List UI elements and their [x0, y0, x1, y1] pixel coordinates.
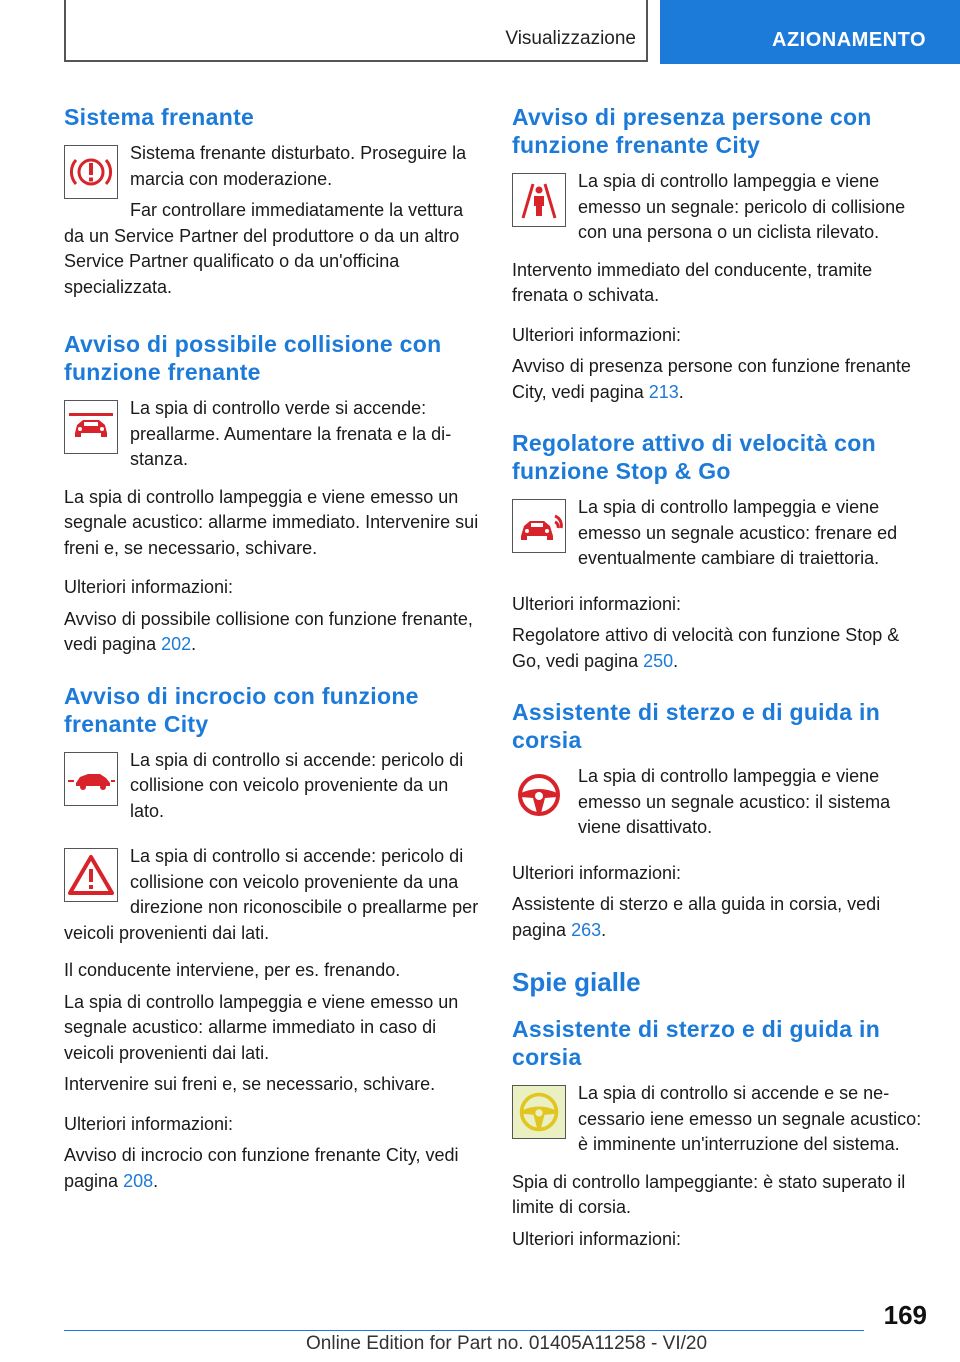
left-column: [64, 103, 484, 1200]
paragraph: Sistema frenante disturbato. Proseguire la marcia con moderazione.: [130, 143, 467, 189]
cruise-control-icon: [512, 499, 566, 553]
header-chapter-tab[interactable]: AZIONAMENTO: [660, 0, 960, 64]
reference-paragraph: Regolatore attivo di velocità con funzione Stop & Go, vedi pagina 250.: [512, 625, 900, 671]
paragraph: La spia di controllo lampeggia e viene emesso un segnale acustico: frenare ed eventualmente cambiare di traiettoria.: [578, 497, 898, 568]
paragraph: La spia di controllo lampeggia e viene emesso un segnale acustico: allarme immediato in caso di veicoli provenienti dai lati.: [64, 991, 459, 1063]
more-info-label: Ulteriori informazioni:: [512, 324, 682, 345]
paragraph: Il conducente interviene, per es. frenando.: [64, 960, 401, 980]
right-column: [512, 103, 932, 1258]
more-info-label: Ulteriori informazioni:: [64, 1113, 234, 1134]
page-link-250[interactable]: 250: [643, 650, 674, 671]
chapter-title-yellow-lights: Spie gialle: [512, 967, 641, 997]
pedestrian-warning-icon: [512, 173, 566, 227]
paragraph: Intervento immediato del conducente, tramite frenata o schivata.: [512, 259, 873, 305]
car-collision-icon: [64, 400, 118, 454]
header-section-title: Visualizzazione: [505, 28, 636, 49]
section-title-steering-assistant-red: Assistente di sterzo e di guida in corsia: [512, 699, 881, 753]
page-link-263[interactable]: 263: [571, 919, 602, 940]
paragraph: Far controllare immediatamente la vettura da un Service Partner del produttore o da un altro Service Partner qualificato o da un'officina specializzata.: [64, 200, 464, 297]
footer-divider: [64, 1330, 864, 1331]
entry-steering-assistant-yellow: [512, 1081, 932, 1164]
more-info-label: Ulteriori informazioni:: [512, 862, 682, 883]
page-link-202[interactable]: 202: [161, 634, 192, 654]
steering-wheel-yellow-icon: [512, 1085, 566, 1139]
section-title-brake-system: Sistema frenante: [64, 104, 255, 130]
warning-triangle-icon: [64, 848, 118, 902]
entry-pedestrian-warning: [512, 169, 932, 252]
entry-cross-traffic-1: [64, 748, 484, 831]
paragraph: La spia di controllo lampeggia e viene emesso un segnale: pericolo di collisione con una persona o un ciclista rilevato.: [578, 171, 906, 242]
paragraph: Spia di controllo lampeggiante: è stato superato il limite di corsia.: [512, 1171, 906, 1217]
reference-paragraph: Avviso di presenza persone con funzione frenante City, vedi pagina 213.: [512, 356, 911, 402]
page-number: 169: [883, 1300, 927, 1330]
paragraph: La spia di controllo lampeggia e viene emesso un segnale acustico: il sistema viene disattivato.: [578, 766, 891, 837]
section-title-cross-traffic: Avviso di incrocio con funzione frenante City: [64, 682, 419, 737]
entry-brake-system: [64, 141, 484, 306]
more-info-label: Ulteriori informazioni:: [512, 593, 682, 614]
steering-wheel-red-icon: [512, 768, 566, 822]
reference-paragraph: Avviso di possibile collisione con funzione frenante, vedi pagina 202.: [64, 608, 473, 654]
page-link-208[interactable]: 208: [123, 1170, 154, 1191]
section-title-pedestrian-warning: Avviso di presenza persone con funzione frenante City: [512, 104, 872, 158]
paragraph: La spia di controllo verde si accende: preallarme. Aumentare la frenata e la distanza.: [130, 398, 452, 469]
reference-paragraph: Assistente di sterzo e alla guida in corsia, vedi pagina 263.: [512, 894, 881, 940]
more-info-label: Ulteriori informazioni:: [512, 1228, 682, 1249]
paragraph: La spia di controllo lampeggia e viene emesso un segnale acustico: allarme immediato. Intervenire sui freni e, se necessario, schivare.: [64, 486, 479, 558]
section-title-collision-warning: Avviso di possibile collisione con funzione frenante: [64, 331, 442, 385]
entry-active-cruise: [512, 495, 932, 578]
section-title-steering-assistant-yellow: Assistente di sterzo e di guida in corsia: [512, 1016, 881, 1070]
more-info-label: Ulteriori informazioni:: [64, 577, 234, 597]
page-link-213[interactable]: 213: [648, 381, 679, 402]
section-title-active-cruise: Regolatore attivo di velocità con funzione Stop & Go: [512, 430, 876, 484]
footer-edition: Online Edition for Part no. 01405A11258 - VI/20: [306, 1333, 708, 1354]
paragraph: La spia di controllo si accende e se necessario iene emesso un segnale acustico: è imminente un'interruzione del sistema.: [578, 1083, 922, 1154]
paragraph: La spia di controllo si accende: pericolo di collisione con veicolo proveniente da una direzione non riconoscibile o preallarme per veicoli provenienti dai lati.: [64, 846, 479, 943]
brake-warning-icon: [64, 145, 118, 199]
paragraph: La spia di controllo si accende: pericolo di collisione con veicolo proveniente da un lato.: [130, 749, 464, 821]
entry-collision-warning: [64, 396, 484, 479]
entry-steering-assistant-red: [512, 764, 932, 847]
paragraph: Intervenire sui freni e, se necessario, schivare.: [64, 1074, 436, 1094]
reference-paragraph: Avviso di incrocio con funzione frenante City, vedi pagina 208.: [64, 1145, 459, 1191]
entry-cross-traffic-2: [64, 844, 484, 952]
cross-traffic-car-icon: [64, 752, 118, 806]
